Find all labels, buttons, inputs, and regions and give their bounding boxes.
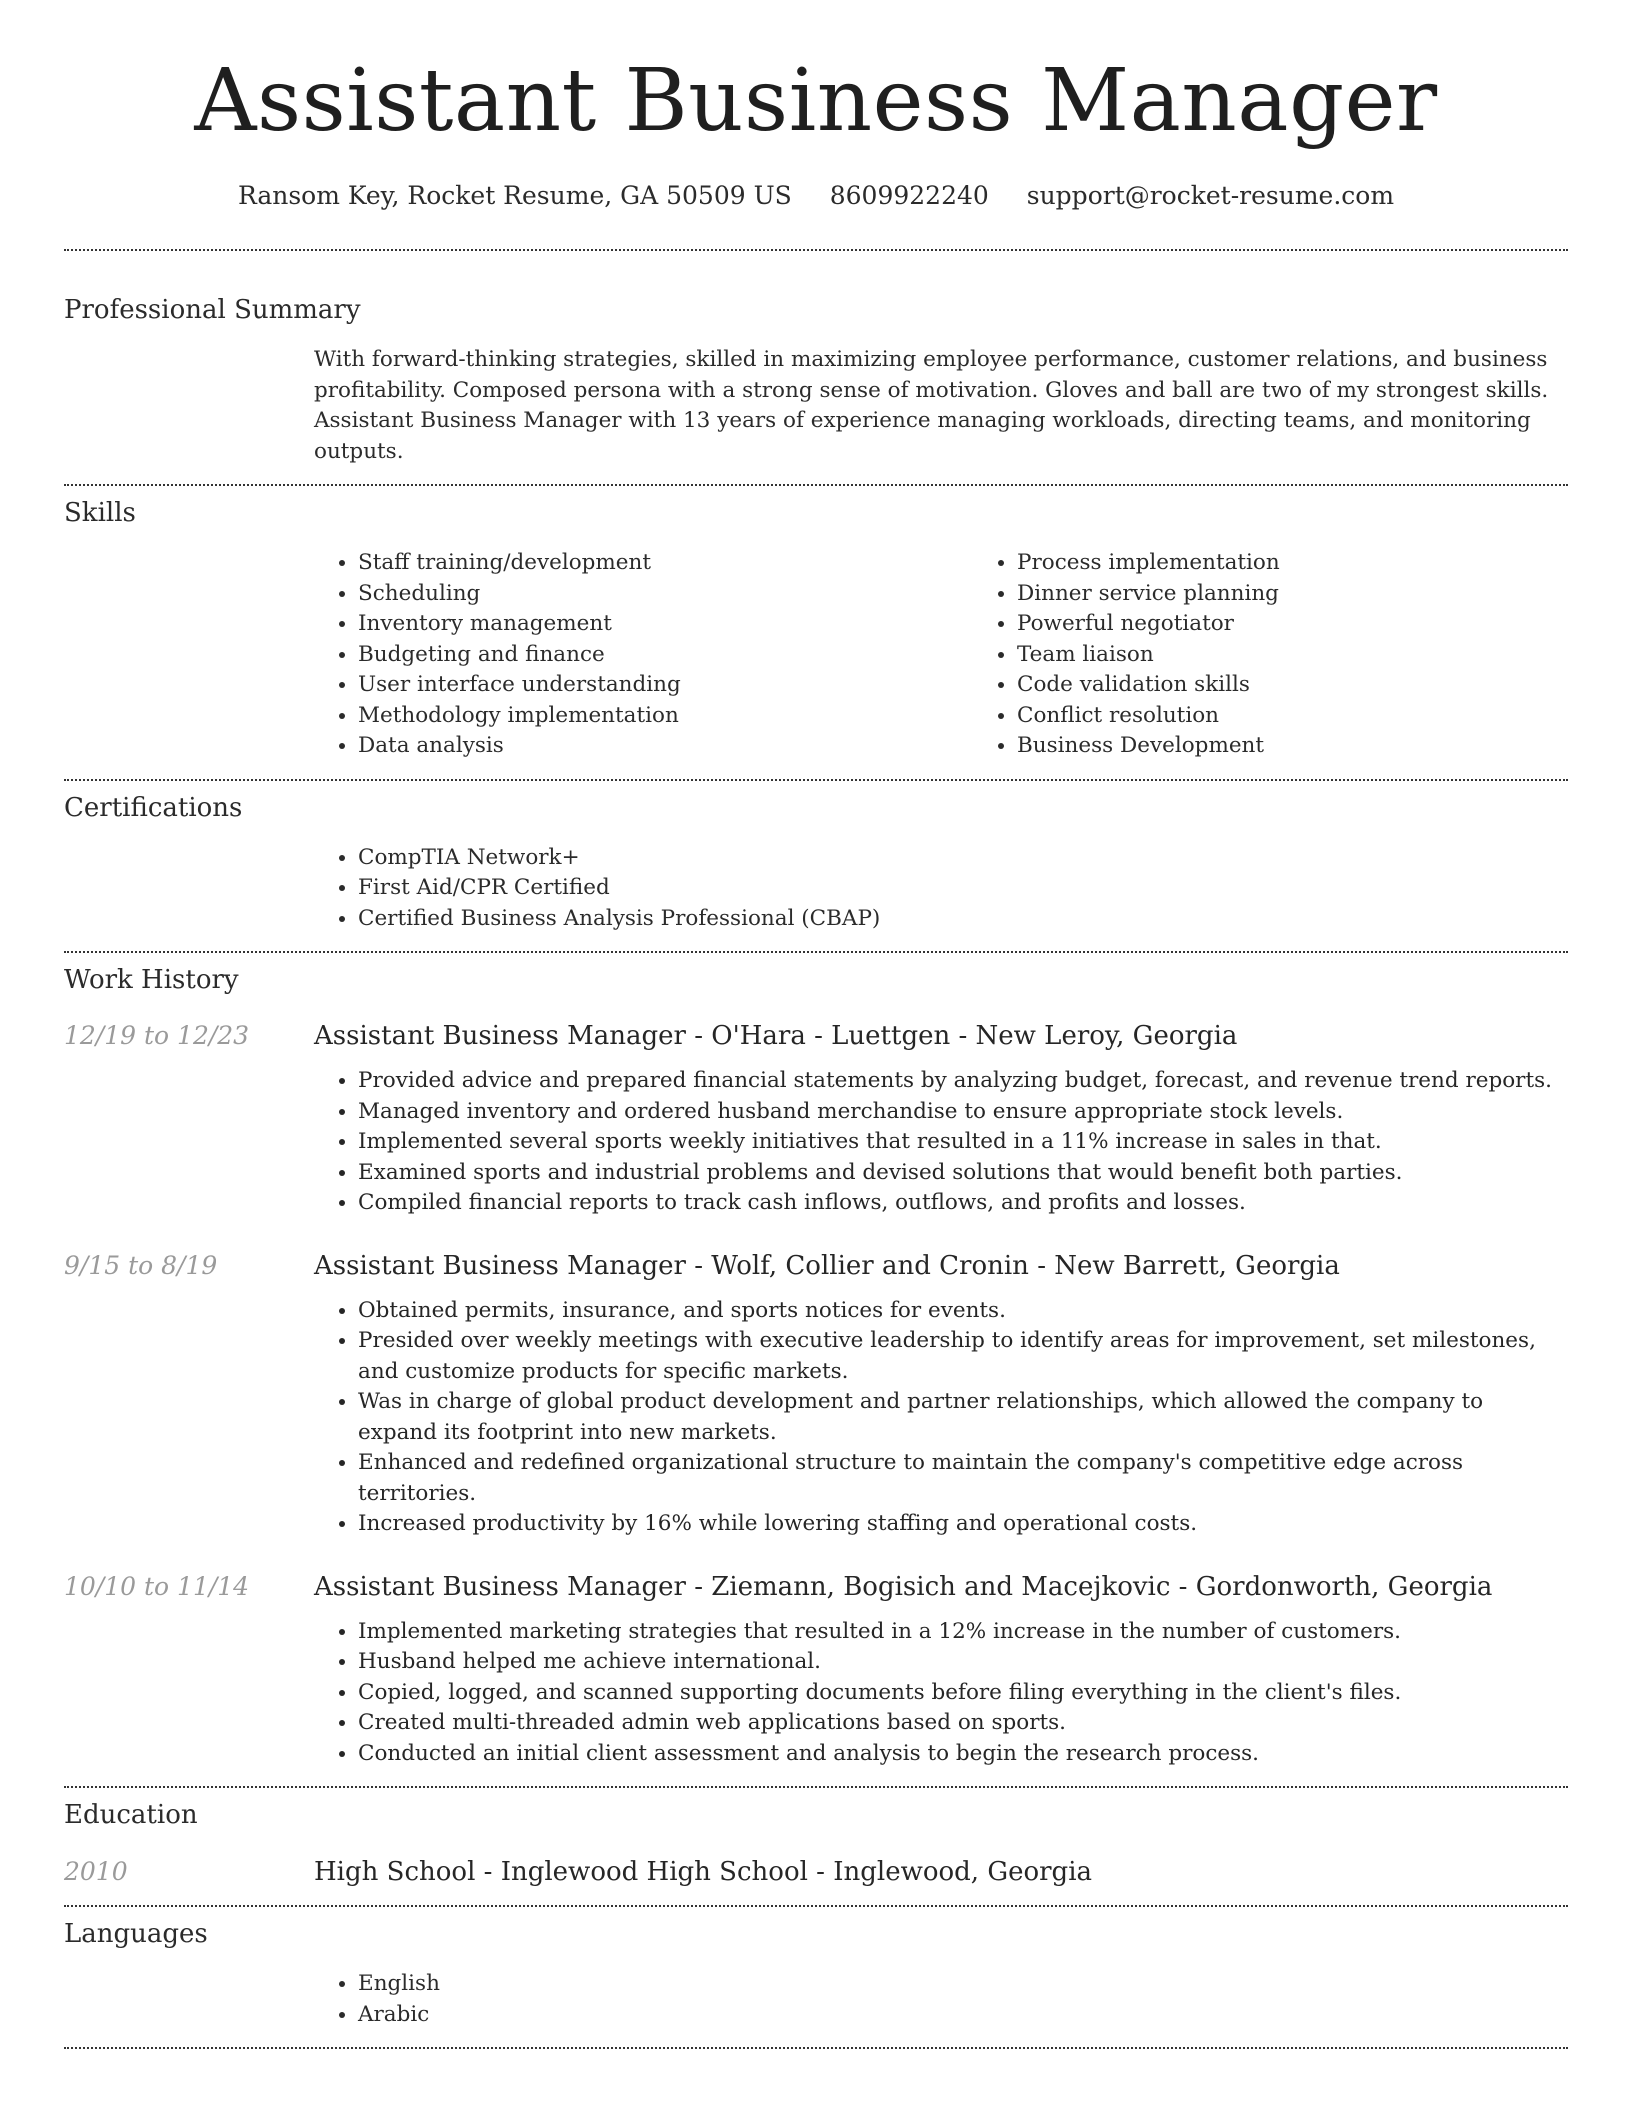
education-entry <box>64 1855 1568 1889</box>
contact-email: support@rocket-resume.com <box>1026 181 1395 210</box>
list-item: • Inventory management <box>358 609 973 640</box>
work-entries <box>64 1019 1568 1769</box>
work-heading: Assistant Business Manager - Wolf, Collier and Cronin - New Barrett, Georgia <box>314 1250 1340 1281</box>
contact-address: Ransom Key, Rocket Resume, GA 50509 US <box>237 181 792 210</box>
work-date: 10/10 to 11/14 <box>64 1571 250 1601</box>
list-item: • Implemented marketing strategies that resulted in a 12% increase in the number of customers. <box>358 1617 1568 1648</box>
list-item: • Conducted an initial client assessment and analysis to begin the research process. <box>358 1739 1568 1770</box>
list-item: • Presided over weekly meetings with executive leadership to identify areas for improvement, set milestones, and customize products for specific markets. <box>358 1326 1568 1387</box>
skills-title: Skills <box>64 498 136 528</box>
work-bullets <box>314 1066 1568 1219</box>
list-item: • Budgeting and finance <box>358 640 973 671</box>
languages-list <box>314 1969 1568 2030</box>
work-body <box>314 1249 1568 1540</box>
list-item: • Enhanced and redefined organizational structure to maintain the company's competitive edge across territories. <box>358 1448 1568 1509</box>
work-entry <box>64 1570 1568 1770</box>
resume-name: Assistant Business Manager <box>194 51 1438 151</box>
work-body <box>314 1019 1568 1219</box>
summary-title: Professional Summary <box>64 295 361 325</box>
work-heading: Assistant Business Manager - O'Hara - Luettgen - New Leroy, Georgia <box>314 1021 1238 1051</box>
contact-line <box>64 180 1568 212</box>
list-item: • Data analysis <box>358 731 973 762</box>
skills-list-left <box>314 548 973 762</box>
work-date: 9/15 to 8/19 <box>64 1250 218 1280</box>
work-heading: Assistant Business Manager - Ziemann, Bogisich and Macejkovic - Gordonworth, Georgia <box>314 1571 1493 1602</box>
list-item: • Increased productivity by 16% while lowering staffing and operational costs. <box>358 1509 1568 1540</box>
list-item: • Certified Business Analysis Professional (CBAP) <box>358 904 1568 935</box>
skills-list-right <box>973 548 1632 762</box>
list-item: • English <box>358 1969 1568 2000</box>
list-item: • Examined sports and industrial problems and devised solutions that would benefit both parties. <box>358 1158 1568 1189</box>
languages-title: Languages <box>64 1919 208 1949</box>
summary-content <box>314 345 1568 467</box>
list-item: • Team liaison <box>1017 640 1632 671</box>
section-divider <box>64 2047 1568 2049</box>
list-item: • Managed inventory and ordered husband merchandise to ensure appropriate stock levels. <box>358 1097 1568 1128</box>
work-bullets <box>314 1617 1568 1770</box>
education-title: Education <box>64 1800 198 1830</box>
list-item: • Conflict resolution <box>1017 701 1632 732</box>
work-entry <box>64 1249 1568 1540</box>
certifications-title: Certifications <box>64 792 243 823</box>
list-item: • Business Development <box>1017 731 1632 762</box>
skills-section <box>64 486 1568 762</box>
work-bullets <box>314 1296 1568 1540</box>
work-body <box>314 1570 1568 1770</box>
list-item: • Arabic <box>358 2000 1568 2031</box>
education-section <box>64 1788 1568 1889</box>
contact-phone: 8609922240 <box>829 181 989 210</box>
list-item: • Staff training/development <box>358 548 973 579</box>
education-heading: High School - Inglewood High School - Inglewood, Georgia <box>314 1857 1093 1887</box>
list-item: • Husband helped me achieve international. <box>358 1647 1568 1678</box>
certifications-section <box>64 781 1568 935</box>
languages-section <box>64 1907 1568 2030</box>
certifications-content <box>314 843 1568 935</box>
education-date: 2010 <box>64 1857 128 1886</box>
work-section <box>64 953 1568 1769</box>
list-item: • Created multi-threaded admin web applications based on sports. <box>358 1708 1568 1739</box>
languages-content <box>314 1969 1568 2030</box>
list-item: • Compiled financial reports to track cash inflows, outflows, and profits and losses. <box>358 1188 1568 1219</box>
list-item: • Process implementation <box>1017 548 1632 579</box>
list-item: • Implemented several sports weekly initiatives that resulted in a 11% increase in sales in that. <box>358 1127 1568 1158</box>
skills-columns <box>314 548 1568 762</box>
certifications-list <box>314 843 1568 935</box>
work-entry <box>64 1019 1568 1219</box>
list-item: • Obtained permits, insurance, and sports notices for events. <box>358 1296 1568 1327</box>
list-item: • User interface understanding <box>358 670 973 701</box>
resume-page <box>64 0 1568 2049</box>
summary-section <box>64 251 1568 467</box>
list-item: • Methodology implementation <box>358 701 973 732</box>
list-item: • Was in charge of global product development and partner relationships, which allowed the company to expand its footprint into new markets. <box>358 1387 1568 1448</box>
list-item: • Powerful negotiator <box>1017 609 1632 640</box>
list-item: • Scheduling <box>358 579 973 610</box>
list-item: • Provided advice and prepared financial statements by analyzing budget, forecast, and revenue trend reports. <box>358 1066 1568 1097</box>
summary-text: With forward-thinking strategies, skilled in maximizing employee performance, customer relations, and business profitability. Composed persona with a strong sense of motivation. Gloves and ball are two of my strongest skills. Assistant Business Manager with 13 years of experience managing workloads, directing teams, and monitoring outputs. <box>314 347 1549 464</box>
list-item: • First Aid/CPR Certified <box>358 873 1568 904</box>
list-item: • CompTIA Network+ <box>358 843 1568 874</box>
work-date: 12/19 to 12/23 <box>64 1021 250 1050</box>
list-item: • Code validation skills <box>1017 670 1632 701</box>
list-item: • Copied, logged, and scanned supporting documents before filing everything in the client's files. <box>358 1678 1568 1709</box>
work-title: Work History <box>64 965 239 995</box>
list-item: • Dinner service planning <box>1017 579 1632 610</box>
